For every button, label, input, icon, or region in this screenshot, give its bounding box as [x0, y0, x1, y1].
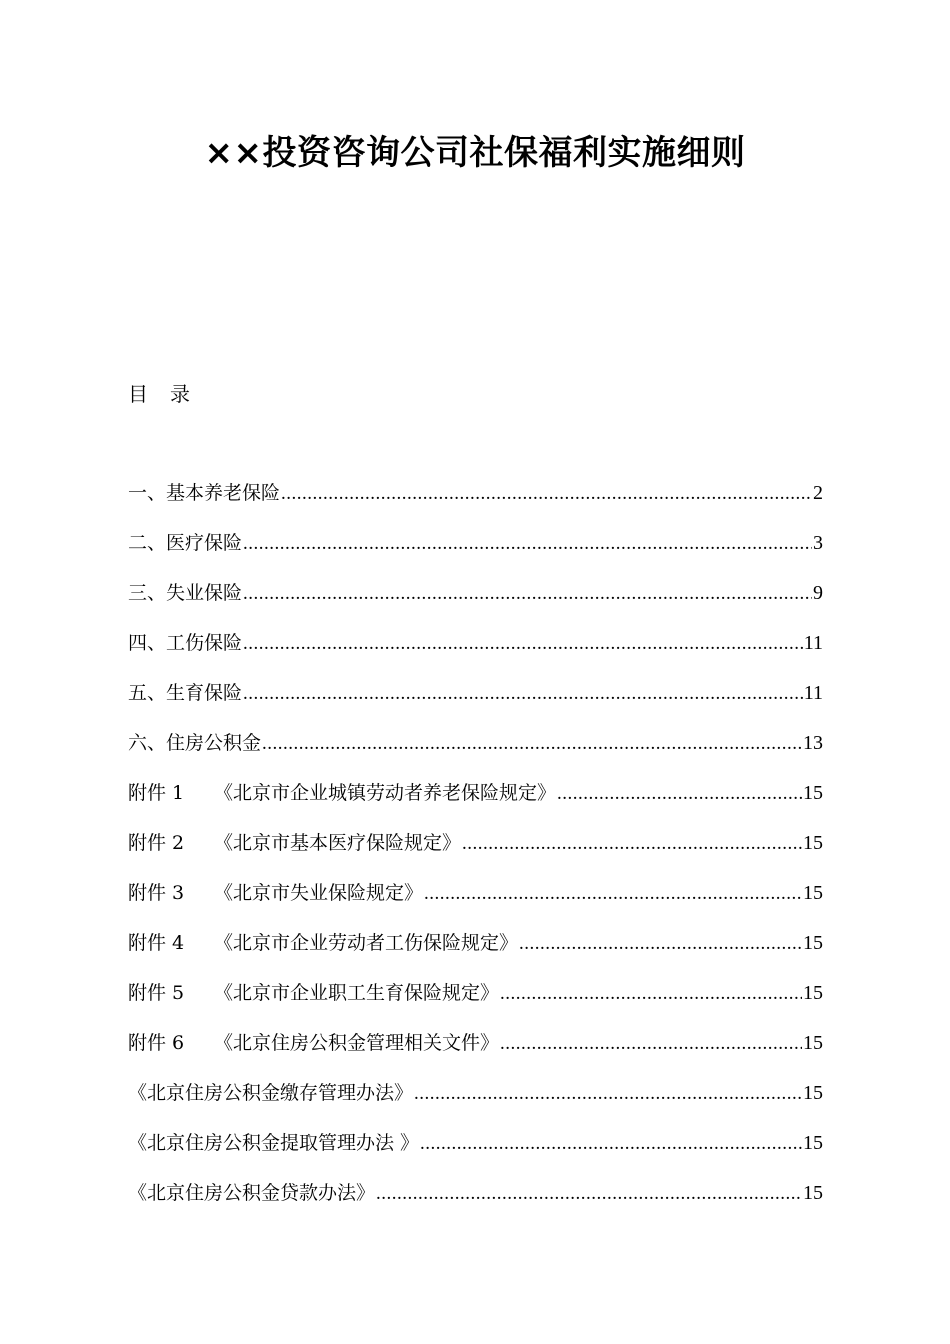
toc-entry-label [128, 628, 242, 658]
toc-dot-leader [243, 679, 803, 709]
toc-entry-text: 四、工伤保险 [128, 632, 243, 654]
toc-heading-left: 目 [128, 382, 148, 406]
toc-entry-prefix: 附件 1 [128, 782, 185, 804]
toc-entry[interactable] [128, 978, 823, 1028]
toc-dot-leader [462, 829, 802, 859]
toc-entry[interactable] [128, 678, 823, 728]
toc-entry[interactable] [128, 878, 823, 928]
document-title: ××投资咨询公司社保福利实施细则 [204, 133, 746, 173]
toc-entry-text: 五、生育保险 [128, 682, 243, 704]
toc-entry-prefix: 附件 5 [128, 982, 185, 1004]
toc-page-number: 2 [813, 482, 823, 504]
toc-dot-leader [500, 979, 802, 1009]
toc-entry[interactable] [128, 928, 823, 978]
toc-dot-leader [243, 529, 812, 559]
toc-page-number: 15 [803, 1182, 823, 1204]
toc-dot-leader [281, 479, 812, 509]
toc-page-number: 15 [803, 1132, 823, 1154]
toc-entry-text: 《北京住房公积金贷款办法》 [128, 1182, 376, 1204]
toc-entry-text: 《北京市企业劳动者工伤保险规定》 [214, 932, 519, 954]
toc-page-number: 15 [803, 782, 823, 804]
toc-entry-prefix: 附件 3 [128, 882, 185, 904]
toc-entry-label [128, 678, 242, 708]
toc-entry-label [128, 828, 461, 858]
toc-entry-label [128, 1128, 419, 1158]
toc-entry-prefix: 附件 2 [128, 832, 185, 854]
toc-heading-right: 录 [170, 382, 190, 406]
toc-entry-text: 《北京市企业城镇劳动者养老保险规定》 [214, 782, 557, 804]
toc-entry[interactable] [128, 1178, 823, 1228]
toc-entry[interactable] [128, 1078, 823, 1128]
toc-entry-label [128, 928, 518, 958]
toc-dot-leader [557, 779, 802, 809]
toc-entry-label [128, 1178, 375, 1208]
toc-page-number: 9 [813, 582, 823, 604]
toc-dot-leader [424, 879, 802, 909]
toc-entry[interactable] [128, 528, 823, 578]
toc-entry-text: 六、住房公积金 [128, 732, 262, 754]
toc-entry-label [128, 978, 499, 1008]
toc-heading [128, 380, 190, 408]
toc-entry[interactable] [128, 628, 823, 678]
toc-entry[interactable] [128, 728, 823, 778]
toc-dot-leader [414, 1079, 802, 1109]
toc-entry-text: 《北京市企业职工生育保险规定》 [214, 982, 500, 1004]
toc-entry-label [128, 578, 242, 608]
toc-entry-label [128, 1078, 413, 1108]
toc-dot-leader [500, 1029, 802, 1059]
toc-entry-prefix: 附件 4 [128, 932, 185, 954]
toc-dot-leader [519, 929, 802, 959]
toc-entry-text: 《北京市失业保险规定》 [214, 882, 424, 904]
toc-dot-leader [262, 729, 802, 759]
toc-entry-text: 《北京住房公积金提取管理办法 》 [128, 1132, 420, 1154]
toc-entry-label [128, 878, 423, 908]
toc-entry-label [128, 778, 556, 808]
toc-entry[interactable] [128, 778, 823, 828]
toc-page-number: 15 [803, 1082, 823, 1104]
toc-entry-label [128, 478, 280, 508]
toc-dot-leader [420, 1129, 802, 1159]
toc-page-number: 15 [803, 982, 823, 1004]
toc-entry-text: 《北京市基本医疗保险规定》 [214, 832, 462, 854]
table-of-contents [128, 478, 823, 1228]
toc-page-number: 15 [803, 1032, 823, 1054]
toc-entry[interactable] [128, 1128, 823, 1178]
toc-entry[interactable] [128, 828, 823, 878]
toc-page-number: 13 [803, 732, 823, 754]
toc-dot-leader [243, 579, 812, 609]
toc-page-number: 15 [803, 882, 823, 904]
toc-entry-label [128, 528, 242, 558]
toc-entry[interactable] [128, 478, 823, 528]
toc-entry-text: 《北京住房公积金缴存管理办法》 [128, 1082, 414, 1104]
toc-entry-prefix: 附件 6 [128, 1032, 185, 1054]
toc-page-number: 15 [803, 932, 823, 954]
toc-dot-leader [243, 629, 803, 659]
toc-entry-text: 《北京住房公积金管理相关文件》 [214, 1032, 500, 1054]
toc-entry-label [128, 1028, 499, 1058]
toc-page-number: 11 [803, 682, 823, 704]
toc-entry-label [128, 728, 261, 758]
toc-page-number: 15 [803, 832, 823, 854]
toc-entry-text: 三、失业保险 [128, 582, 243, 604]
toc-page-number: 3 [813, 532, 823, 554]
toc-entry[interactable] [128, 1028, 823, 1078]
toc-page-number: 11 [803, 632, 823, 654]
toc-entry-text: 二、医疗保险 [128, 532, 243, 554]
toc-entry-text: 一、基本养老保险 [128, 482, 281, 504]
toc-entry[interactable] [128, 578, 823, 628]
toc-dot-leader [376, 1179, 802, 1209]
